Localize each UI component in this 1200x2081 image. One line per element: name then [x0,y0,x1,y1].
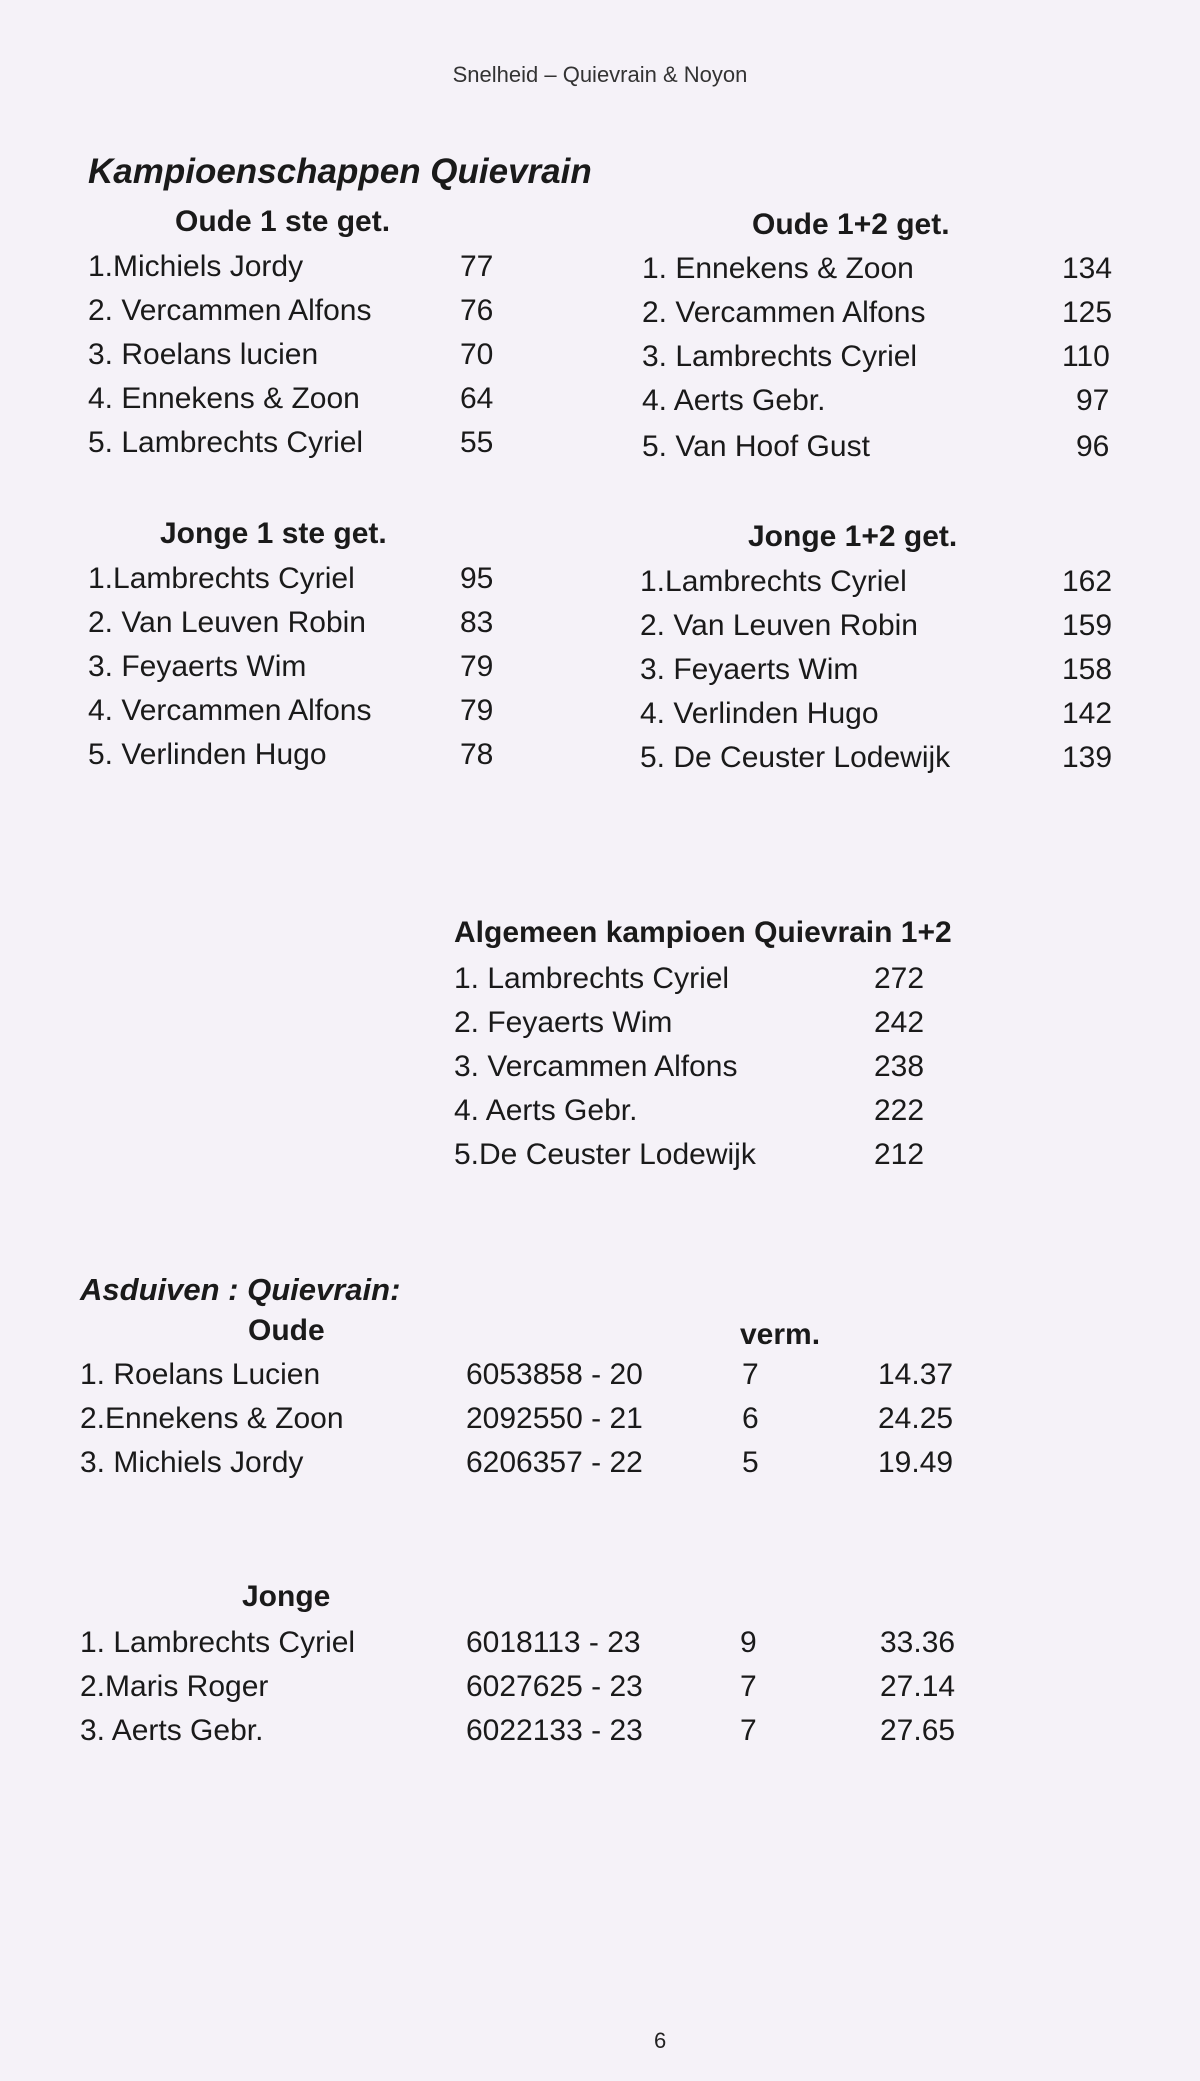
list-item-value: 162 [1062,565,1113,598]
table-row-value: 24.25 [878,1402,954,1435]
list-item-value: 212 [874,1138,925,1171]
list-item: 5. De Ceuster Lodewijk [640,741,951,774]
table-row-verm: 7 [740,1670,757,1703]
list-item: 4. Aerts Gebr. [642,384,826,417]
list-item-value: 238 [874,1050,925,1083]
list-item: 2. Van Leuven Robin [640,609,918,642]
list-item: 1.Michiels Jordy [88,250,304,283]
jonge-1ste-title: Jonge 1 ste get. [160,517,387,550]
table-row-verm: 5 [742,1446,759,1479]
table-row-verm: 7 [740,1714,757,1747]
list-item: 4. Vercammen Alfons [88,694,372,727]
list-item-value: 97 [1076,384,1110,417]
jonge-12-title: Jonge 1+2 get. [748,520,958,553]
list-item: 5. Van Hoof Gust [642,430,870,463]
list-item-value: 79 [460,694,494,727]
table-row-value: 33.36 [880,1626,956,1659]
list-item: 3. Feyaerts Wim [88,650,307,683]
list-item-value: 139 [1062,741,1113,774]
list-item: 1. Lambrechts Cyriel [454,962,730,995]
list-item-value: 78 [460,738,494,771]
asduiven-oude-title: Oude [248,1314,325,1347]
list-item-value: 77 [460,250,494,283]
list-item-value: 55 [460,426,494,459]
list-item: 3. Vercammen Alfons [454,1050,738,1083]
oude-1ste-title: Oude 1 ste get. [175,205,391,238]
table-row-ring: 6206357 - 22 [466,1446,643,1479]
list-item-value: 158 [1062,653,1113,686]
list-item-value: 76 [460,294,494,327]
list-item-value: 222 [874,1094,925,1127]
list-item: 1.Lambrechts Cyriel [640,565,907,598]
list-item: 2. Feyaerts Wim [454,1006,673,1039]
oude-12-title: Oude 1+2 get. [752,208,950,241]
list-item-value: 125 [1062,296,1113,329]
table-row-value: 14.37 [878,1358,954,1391]
list-item: 3. Feyaerts Wim [640,653,859,686]
list-item-value: 79 [460,650,494,683]
list-item-value: 110 [1062,340,1110,373]
list-item: 2. Van Leuven Robin [88,606,366,639]
table-row-ring: 6053858 - 20 [466,1358,643,1391]
table-row-name: 1. Lambrechts Cyriel [80,1626,356,1659]
asduiven-title: Asduiven : Quievrain: [80,1272,401,1307]
table-row-value: 19.49 [878,1446,954,1479]
list-item-value: 83 [460,606,494,639]
table-row-name: 3. Aerts Gebr. [80,1714,264,1747]
list-item: 5. Lambrechts Cyriel [88,426,364,459]
list-item: 4. Verlinden Hugo [640,697,879,730]
list-item-value: 272 [874,962,925,995]
page-number: 6 [654,2028,667,2053]
page-header: Snelheid – Quievrain & Noyon [452,62,748,87]
asduiven-jonge-title: Jonge [242,1580,331,1613]
table-row-ring: 2092550 - 21 [466,1402,643,1435]
list-item-value: 96 [1076,430,1110,463]
list-item: 1. Ennekens & Zoon [642,252,914,285]
list-item-value: 142 [1062,697,1113,730]
table-row-value: 27.14 [880,1670,956,1703]
list-item: 5. Verlinden Hugo [88,738,327,771]
list-item: 4. Ennekens & Zoon [88,382,360,415]
algemeen-title: Algemeen kampioen Quievrain 1+2 [454,916,952,949]
table-row-value: 27.65 [880,1714,956,1747]
table-row-ring: 6018113 - 23 [466,1626,641,1659]
list-item: 3. Roelans lucien [88,338,319,371]
list-item-value: 134 [1062,252,1113,285]
list-item: 4. Aerts Gebr. [454,1094,638,1127]
list-item-value: 95 [460,562,494,595]
table-row-name: 1. Roelans Lucien [80,1358,321,1391]
list-item-value: 70 [460,338,494,371]
table-row-name: 2.Ennekens & Zoon [80,1402,344,1435]
list-item: 3. Lambrechts Cyriel [642,340,918,373]
kampioenschappen-title: Kampioenschappen Quievrain [88,152,592,191]
verm-label: verm. [740,1318,821,1351]
list-item-value: 64 [460,382,494,415]
list-item: 5.De Ceuster Lodewijk [454,1138,756,1171]
table-row-name: 3. Michiels Jordy [80,1446,304,1479]
list-item-value: 159 [1062,609,1113,642]
table-row-verm: 6 [742,1402,759,1435]
list-item: 1.Lambrechts Cyriel [88,562,355,595]
table-row-name: 2.Maris Roger [80,1670,269,1703]
list-item: 2. Vercammen Alfons [88,294,372,327]
table-row-ring: 6022133 - 23 [466,1714,643,1747]
table-row-verm: 7 [742,1358,759,1391]
list-item-value: 242 [874,1006,925,1039]
table-row-verm: 9 [740,1626,757,1659]
list-item: 2. Vercammen Alfons [642,296,926,329]
table-row-ring: 6027625 - 23 [466,1670,643,1703]
